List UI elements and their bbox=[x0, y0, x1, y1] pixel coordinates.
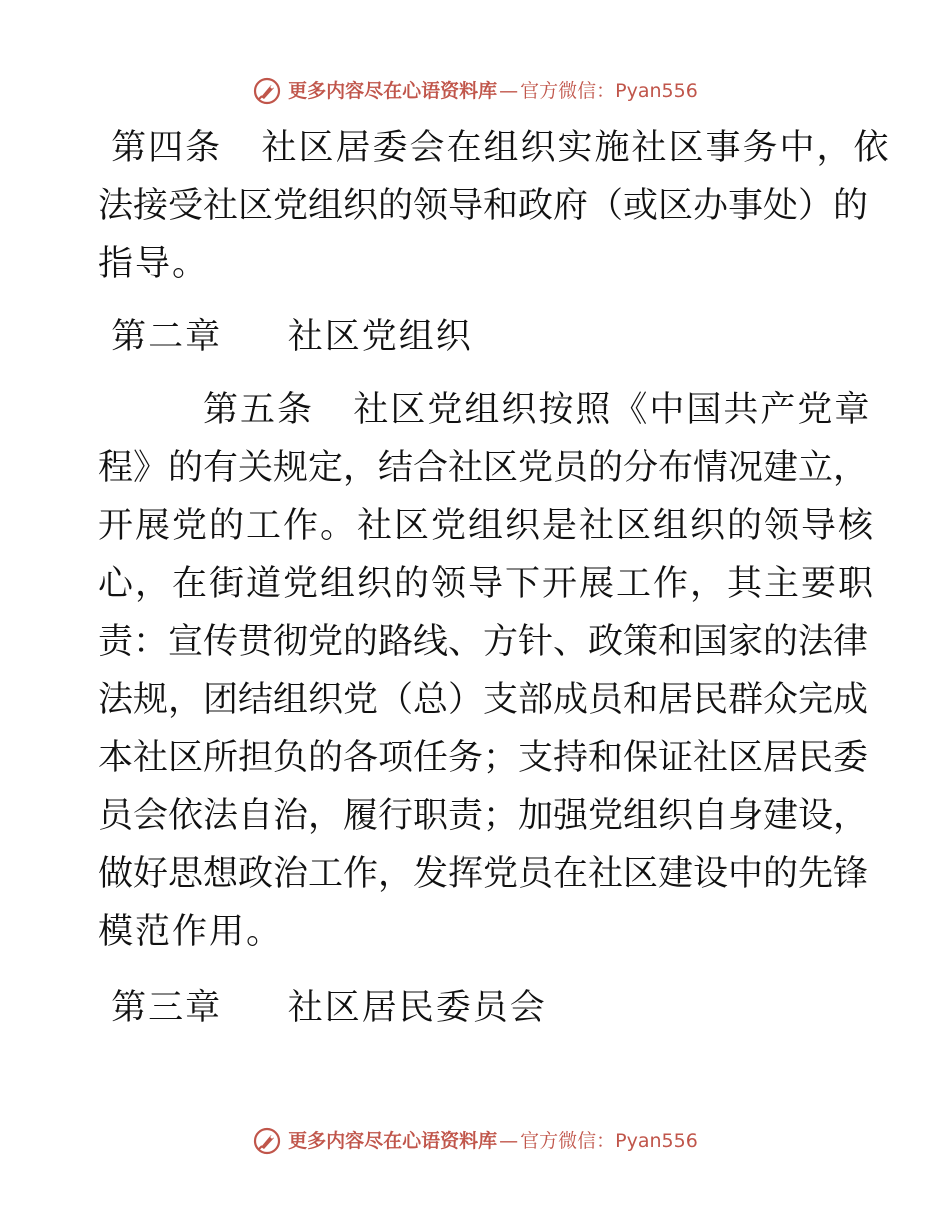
article4-line-3: 指导。 bbox=[98, 244, 210, 284]
article4-line-2: 法接受社区党组织的领导和政府（或区办事处）的 bbox=[98, 186, 869, 226]
header-watermark bbox=[0, 76, 950, 106]
watermark-separator: — bbox=[499, 1130, 519, 1152]
article5-line-8: 员会依法自治，履行职责；加强党组织自身建设， bbox=[98, 796, 869, 836]
article5-line-7: 本社区所担负的各项任务；支持和保证社区居民委 bbox=[98, 738, 869, 778]
article5-line-1: 第五条 社区党组织按照《中国共产党章 bbox=[98, 390, 872, 430]
article5-line-6: 法规，团结组织党（总）支部成员和居民群众完成 bbox=[98, 680, 869, 720]
chapter3-heading: 第三章 社区居民委员会 bbox=[98, 988, 547, 1028]
watermark-separator: — bbox=[499, 80, 519, 102]
watermark-wechat-text: 官方微信：Pyan556 bbox=[520, 1130, 698, 1152]
article5-line-10: 模范作用。 bbox=[98, 912, 284, 952]
article5-line-4: 心，在街道党组织的领导下开展工作，其主要职 bbox=[98, 564, 876, 604]
article5-line-9: 做好思想政治工作，发挥党员在社区建设中的先锋 bbox=[98, 854, 869, 894]
article5-line-2: 程》的有关规定，结合社区党员的分布情况建立， bbox=[98, 448, 869, 488]
article5-line-3: 开展党的工作。社区党组织是社区组织的领导核 bbox=[98, 506, 876, 546]
footer-watermark bbox=[0, 1126, 950, 1156]
pen-nib-logo-icon bbox=[252, 1126, 282, 1156]
article4-line-1: 第四条 社区居委会在组织实施社区事务中，依 bbox=[98, 128, 891, 168]
chapter2-heading: 第二章 社区党组织 bbox=[98, 317, 473, 357]
watermark-main-text: 更多内容尽在心语资料库 bbox=[288, 80, 498, 102]
watermark-main-text: 更多内容尽在心语资料库 bbox=[288, 1130, 498, 1152]
article5-line-5: 责：宣传贯彻党的路线、方针、政策和国家的法律 bbox=[98, 622, 869, 662]
pen-nib-logo-icon bbox=[252, 76, 282, 106]
watermark-wechat-text: 官方微信：Pyan556 bbox=[520, 80, 698, 102]
